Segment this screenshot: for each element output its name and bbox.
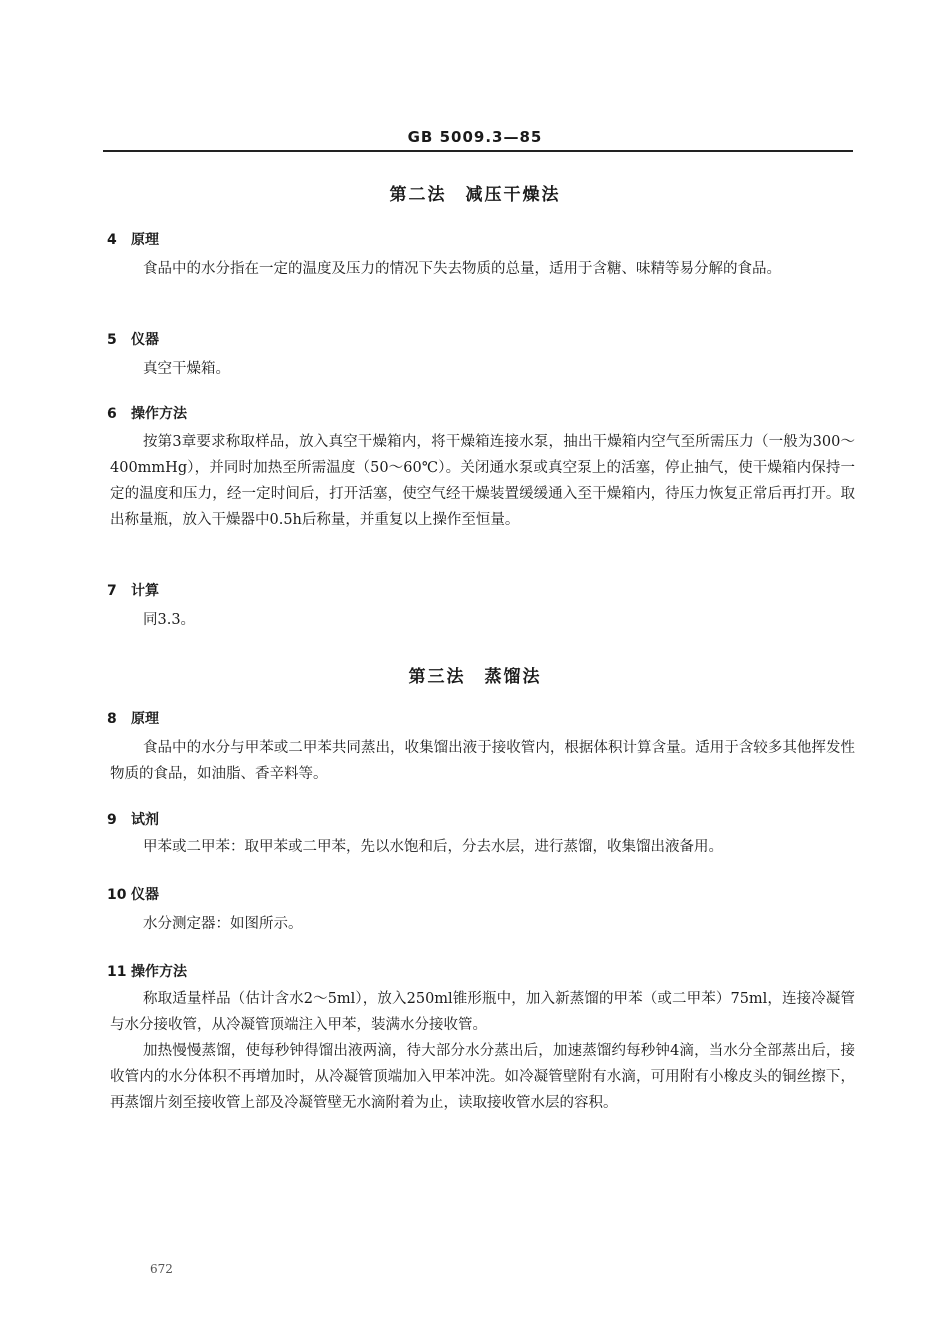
section-5-text: 真空干燥箱。: [143, 361, 230, 377]
section-title: 原理: [131, 232, 159, 248]
section-4-text: 食品中的水分指在一定的温度及压力的情况下失去物质的总量，适用于含糖、味精等易分解的食品。: [143, 261, 781, 277]
section-5-heading: [107, 329, 159, 349]
section-10-heading: [107, 884, 159, 904]
section-title: 仪器: [131, 887, 159, 903]
section-title: 试剂: [131, 812, 159, 828]
method2-title: 第二法 减压干燥法: [389, 185, 561, 205]
section-title: 原理: [131, 711, 159, 727]
section-9-text: 甲苯或二甲苯：取甲苯或二甲苯，先以水饱和后，分去水层，进行蒸馏，收集馏出液备用。: [143, 839, 723, 855]
section-9-heading: [107, 809, 159, 829]
section-number: 11: [107, 964, 127, 980]
section-title: 操作方法: [131, 406, 187, 422]
section-10-text: 水分测定器：如图所示。: [143, 916, 303, 932]
section-number: 9: [107, 812, 117, 828]
section-8-heading: [107, 708, 159, 728]
method3-title: 第三法 蒸馏法: [408, 667, 542, 687]
section-7-heading: [107, 580, 159, 600]
section-title: 计算: [131, 583, 159, 599]
section-6-text: 按第3章要求称取样品，放入真空干燥箱内，将干燥箱连接水泵，抽出干燥箱内空气至所需压力（一般为300～400mmHg），并同时加热至所需温度（50～60℃）。关闭通水泵或真空泵上的活塞，停止抽气，使干燥箱内保持一定的温度和压力，经一定时间后，打开活塞，使空气经干燥装置缓缓通入至干燥箱内，待压力恢复正常后再打开。取出称量瓶，放入干燥器中0.5h后称量，并重复以上操作至恒量。: [110, 434, 855, 528]
section-title: 仪器: [131, 332, 159, 348]
section-4-heading: [107, 229, 159, 249]
section-11-heading: [107, 961, 187, 981]
section-title: 操作方法: [131, 964, 187, 980]
section-number: 5: [107, 332, 117, 348]
section-number: 4: [107, 232, 117, 248]
section-7-text: 同3.3。: [143, 612, 196, 628]
section-6-heading: [107, 403, 187, 423]
header-rule: [103, 150, 853, 152]
section-number: 8: [107, 711, 117, 727]
section-11-text-1: 称取适量样品（估计含水2～5ml），放入250ml锥形瓶中，加入新蒸馏的甲苯（或二甲苯）75ml，连接冷凝管与水分接收管，从冷凝管顶端注入甲苯，装满水分接收管。: [110, 991, 855, 1033]
section-11-text-2: 加热慢慢蒸馏，使每秒钟得馏出液两滴，待大部分水分蒸出后，加速蒸馏约每秒钟4滴，当水分全部蒸出后，接收管内的水分体积不再增加时，从冷凝管顶端加入甲苯冲洗。如冷凝管壁附有水滴，可用附有小橡皮头的铜丝擦下，再蒸馏片刻至接收管上部及冷凝管壁无水滴附着为止，读取接收管水层的容积。: [110, 1043, 855, 1111]
page-number: 672: [150, 1262, 173, 1276]
section-8-text: 食品中的水分与甲苯或二甲苯共同蒸出，收集馏出液于接收管内，根据体积计算含量。适用于含较多其他挥发性物质的食品，如油脂、香辛料等。: [110, 740, 855, 782]
section-number: 10: [107, 887, 127, 903]
section-number: 7: [107, 583, 117, 599]
section-number: 6: [107, 406, 117, 422]
standard-number: GB 5009.3—85: [407, 128, 543, 146]
